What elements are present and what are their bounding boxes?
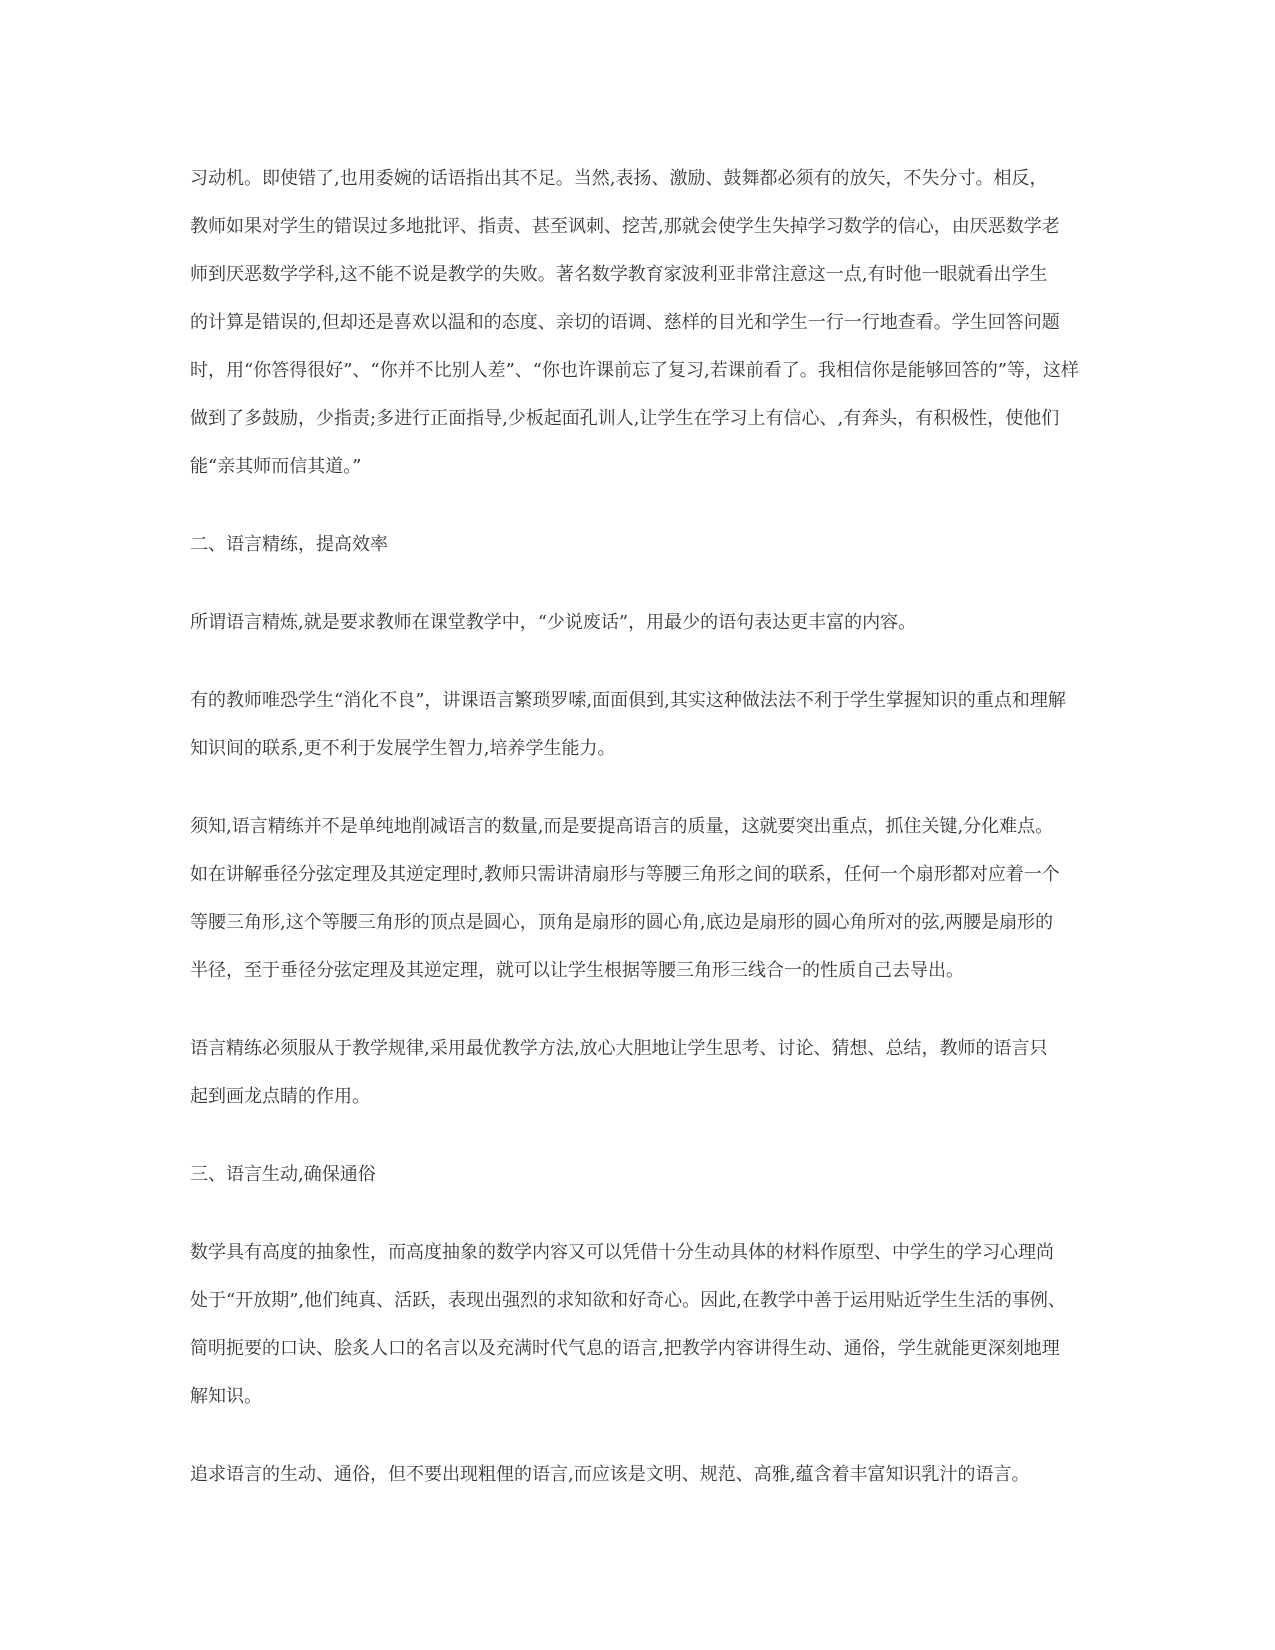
text-line: 做到了多鼓励，少指责;多进行正面指导,少板起面孔训人,让学生在学习上有信心、,有奔头，有积极性，使他们 (190, 408, 1060, 429)
paragraph-6 (190, 1229, 1090, 1421)
text-line: 语言精练必须服从于教学规律,采用最优教学方法,放心大胆地让学生思考、讨论、猜想、总结，教师的语言只 (190, 1038, 1048, 1059)
text-line: 教师如果对学生的错误过多地批评、指责、甚至讽刺、挖苦,那就会使学生失掉学习数学的信心，由厌恶数学老 (190, 216, 1060, 237)
text-line: 半径，至于垂径分弦定理及其逆定理，就可以让学生根据等腰三角形三线合一的性质自己去导出。 (190, 960, 964, 981)
section-heading-3 (190, 1151, 1090, 1199)
text-line: 如在讲解垂径分弦定理及其逆定理时,教师只需讲清扇形与等腰三角形之间的联系，任何一个扇形都对应着一个 (190, 864, 1060, 885)
text-line: 简明扼要的口诀、脍炙人口的名言以及充满时代气息的语言,把教学内容讲得生动、通俗，学生就能更深刻地理 (190, 1338, 1060, 1359)
paragraph-5 (190, 1025, 1090, 1121)
text-line: 习动机。即使错了,也用委婉的话语指出其不足。当然,表扬、激励、鼓舞都必须有的放矢，不失分寸。相反， (190, 168, 1048, 189)
text-line: 所谓语言精炼,就是要求教师在课堂教学中，“少说废话”，用最少的语句表达更丰富的内容。 (190, 612, 917, 633)
text-line: 等腰三角形,这个等腰三角形的顶点是圆心，顶角是扇形的圆心角,底边是扇形的圆心角所对的弦,两腰是扇形的 (190, 912, 1054, 933)
text-line: 数学具有高度的抽象性，而高度抽象的数学内容又可以凭借十分生动具体的材料作原型、中学生的学习心理尚 (190, 1242, 1054, 1263)
text-line: 的计算是错误的,但却还是喜欢以温和的态度、亲切的语调、慈样的目光和学生一行一行地查看。学生回答问题 (190, 312, 1060, 333)
text-line: 须知,语言精练并不是单纯地削减语言的数量,而是要提高语言的质量，这就要突出重点，抓住关键,分化难点。 (190, 816, 1054, 837)
heading-text: 二、语言精练，提高效率 (190, 534, 388, 555)
paragraph-1 (190, 155, 1090, 491)
text-line: 能“亲其师而信其道。” (190, 456, 362, 477)
text-line: 时，用“你答得很好”、“你并不比别人差”、“你也许课前忘了复习,若课前看了。我相信你是能够回答的”等，这样 (190, 360, 1079, 381)
paragraph-2 (190, 599, 1090, 647)
paragraph-4 (190, 803, 1090, 995)
text-line: 知识间的联系,更不利于发展学生智力,培养学生能力。 (190, 738, 616, 759)
document-body (190, 155, 1090, 1529)
text-line: 师到厌恶数学学科,这不能不说是教学的失败。著名数学教育家波利亚非常注意这一点,有时他一眼就看出学生 (190, 264, 1048, 285)
text-line: 追求语言的生动、通俗，但不要出现粗俚的语言,而应该是文明、规范、高雅,蕴含着丰富知识乳汁的语言。 (190, 1464, 1030, 1485)
text-line: 解知识。 (190, 1386, 262, 1407)
paragraph-3 (190, 677, 1090, 773)
section-heading-2 (190, 521, 1090, 569)
paragraph-7 (190, 1451, 1090, 1499)
text-line: 有的教师唯恐学生“消化不良”，讲课语言繁琐罗嗦,面面俱到,其实这种做法法不利于学生掌握知识的重点和理解 (190, 690, 1066, 711)
heading-text: 三、语言生动,确保通俗 (190, 1164, 376, 1185)
text-line: 处于“开放期”,他们纯真、活跃，表现出强烈的求知欲和好奇心。因此,在教学中善于运用贴近学生生活的事例、 (190, 1290, 1066, 1311)
text-line: 起到画龙点睛的作用。 (190, 1086, 370, 1107)
